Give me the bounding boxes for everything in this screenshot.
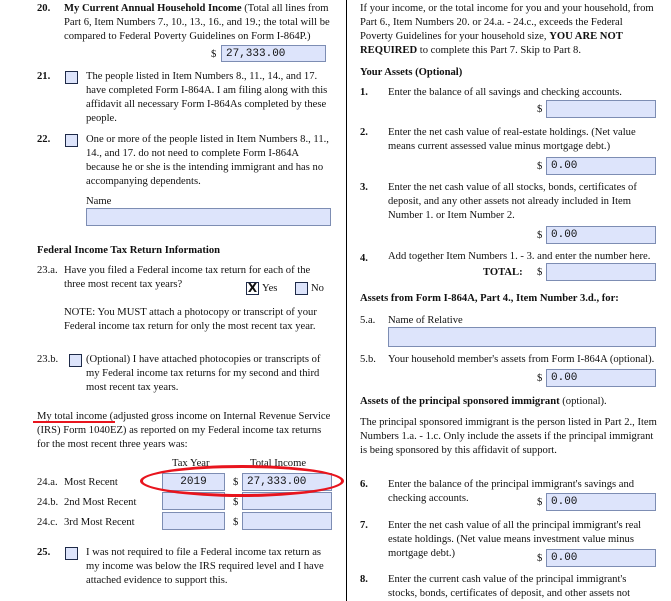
q5a-label: Name of Relative xyxy=(388,315,463,326)
q7-number: 7. xyxy=(360,520,368,531)
q2-text: Enter the net cash value of real-estate holdings. (Net value means current assessed value minus mortgage debt.) xyxy=(388,127,636,152)
row24b-currency: $ xyxy=(233,497,239,508)
q21-text: The people listed in Item Numbers 8., 11., 14., and 17. have completed Form I-864A. I am filing along with this affidavit all necessary Form I-864As completed by these people. xyxy=(86,71,328,124)
q23a-number: 23.a. xyxy=(37,265,58,276)
q3-number: 3. xyxy=(360,182,368,193)
col-tax-year: Tax Year xyxy=(172,458,210,469)
row24c-income-field[interactable] xyxy=(242,512,332,530)
row24b-label: 2nd Most Recent xyxy=(64,497,137,508)
q7-currency: $ xyxy=(537,553,543,564)
q2-currency: $ xyxy=(537,161,543,172)
row24a-label: Most Recent xyxy=(64,477,118,488)
q4-currency: $ xyxy=(537,267,543,278)
part7-intro: If your income, or the total income for you and your household, from Part 6., Item Numbers 20. or 24.a. - 24.c., exceeds the Federal Poverty Guidelines for your household size, YOU ARE NOT REQUIRED to complete this Part 7. Skip to Part 8. xyxy=(360,3,654,56)
q4-number: 4. xyxy=(360,253,368,264)
q23a-yes-checkbox[interactable]: X xyxy=(247,281,258,295)
q23b-number: 23.b. xyxy=(37,354,59,365)
q8-text: Enter the current cash value of the principal immigrant's stocks, bonds, certificates of deposit, and other assets not xyxy=(388,574,631,599)
your-assets-title: Your Assets (Optional) xyxy=(360,67,463,78)
row24a-number: 24.a. xyxy=(37,477,58,488)
q21-checkbox[interactable] xyxy=(65,71,78,84)
i864a-assets-title: Assets from Form I-864A, Part 4., Item Number 3.d., for: xyxy=(360,293,619,304)
q5a-relative-name-field[interactable] xyxy=(388,327,656,347)
q23a-no-label: No xyxy=(311,283,324,294)
q1-currency: $ xyxy=(537,104,543,115)
column-divider xyxy=(346,0,347,601)
q21-number: 21. xyxy=(37,71,51,82)
tax-section-title: Federal Income Tax Return Information xyxy=(37,245,221,256)
q5a-number: 5.a. xyxy=(360,315,376,326)
q22-checkbox[interactable] xyxy=(65,134,78,147)
q3-currency: $ xyxy=(537,230,543,241)
row24a-currency: $ xyxy=(233,477,239,488)
principal-intro: The principal sponsored immigrant is the person listed in Part 2., Item Numbers 1.a. - 1.c. Only include the assets if the principal immigrant is being sponsored by this affidavit of support. xyxy=(360,417,657,456)
q23b-text: (Optional) I have attached photocopies or transcripts of my Federal income tax returns for my second and third most recent tax years. xyxy=(86,354,321,393)
q5b-number: 5.b. xyxy=(360,354,376,365)
q6-number: 6. xyxy=(360,479,368,490)
q7-text: Enter the net cash value of all the principal immigrant's real estate holdings. (Net value means investment value minus mortgage debt.) xyxy=(388,520,642,559)
q22-name-field[interactable] xyxy=(86,208,331,226)
q4-total-field[interactable] xyxy=(546,263,656,281)
red-circle-annotation xyxy=(140,465,344,497)
q3-text: Enter the net cash value of all stocks, bonds, certificates of deposit, and any other assets not already included in Item Number 1. or Item Number 2. xyxy=(388,182,637,221)
q6-field[interactable]: 0.00 xyxy=(546,493,656,511)
principal-assets-title: Assets of the principal sponsored immigrant (optional). xyxy=(360,396,607,407)
q7-field[interactable]: 0.00 xyxy=(546,549,656,567)
row24c-currency: $ xyxy=(233,517,239,528)
q25-checkbox[interactable] xyxy=(65,547,78,560)
q20-number: 20. xyxy=(37,3,51,14)
row24a-income-field[interactable]: 27,333.00 xyxy=(242,473,332,491)
q5b-field[interactable]: 0.00 xyxy=(546,369,656,387)
q1-field[interactable] xyxy=(546,100,656,118)
q8-number: 8. xyxy=(360,574,368,585)
q22-number: 22. xyxy=(37,134,51,145)
q20-currency: $ xyxy=(211,49,217,60)
q25-number: 25. xyxy=(37,547,51,558)
q1-text: Enter the balance of all savings and checking accounts. xyxy=(388,87,622,98)
red-underline-annotation xyxy=(33,421,115,423)
q4-text: Add together Item Numbers 1. - 3. and enter the number here. xyxy=(388,251,651,262)
row24c-number: 24.c. xyxy=(37,517,58,528)
q6-text: Enter the balance of the principal immigrant's savings and checking accounts. xyxy=(388,479,635,504)
col-total-income: Total Income xyxy=(250,458,307,469)
q20-income-field[interactable]: 27,333.00 xyxy=(221,45,326,62)
q23a-no-checkbox[interactable] xyxy=(295,282,308,295)
q23a-yes-label: Yes xyxy=(262,283,278,294)
row24c-year-field[interactable] xyxy=(162,512,225,530)
q25-text: I was not required to file a Federal income tax return as my income was below the IRS required level and I have attached evidence to support this. xyxy=(86,547,324,586)
q22-name-label: Name xyxy=(86,196,112,207)
q1-number: 1. xyxy=(360,87,368,98)
q6-currency: $ xyxy=(537,497,543,508)
q2-number: 2. xyxy=(360,127,368,138)
q22-text: One or more of the people listed in Item Numbers 8., 11., 14., and 17. do not need to complete Form I-864A because he or she is the intending immigrant and has no accompanying dependents. xyxy=(86,134,329,187)
q5b-text: Your household member's assets from Form I-864A (optional). xyxy=(388,354,655,365)
income-intro: My total income (adjusted gross income on Internal Revenue Service (IRS) Form 1040EZ) as reported on my Federal income tax returns for the most recent three years was: xyxy=(37,411,331,450)
row24b-number: 24.b. xyxy=(37,497,59,508)
q2-field[interactable]: 0.00 xyxy=(546,157,656,175)
q20-text: My Current Annual Household Income (Total all lines from Part 6, Item Numbers 7., 10., 13., 16., and 19.; the total will be compared to Federal Poverty Guidelines on Form I-864P.) xyxy=(64,3,330,42)
row24c-label: 3rd Most Recent xyxy=(64,517,135,528)
q23b-checkbox[interactable] xyxy=(69,354,82,367)
q3-field[interactable]: 0.00 xyxy=(546,226,656,244)
q23a-text: Have you filed a Federal income tax return for each of the three most recent tax years? xyxy=(64,265,311,290)
q5b-currency: $ xyxy=(537,373,543,384)
tax-note: NOTE: You MUST attach a photocopy or transcript of your Federal income tax return for only the most recent tax year. xyxy=(64,307,317,332)
row24a-year-field[interactable]: 2019 xyxy=(162,473,225,491)
q4-total-label: TOTAL: xyxy=(483,267,523,278)
